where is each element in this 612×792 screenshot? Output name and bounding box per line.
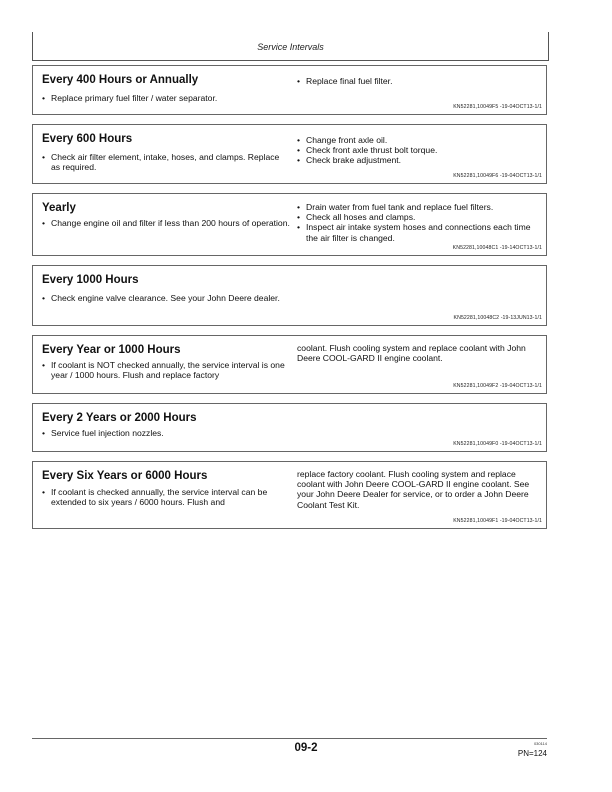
service-section (32, 124, 547, 184)
service-section (32, 193, 547, 256)
bullet-item: • If coolant is NOT checked annually, the service interval is one year / 1000 hours. Flush and replace factory (42, 360, 290, 380)
bullet-item: • If coolant is checked annually, the service interval can be extended to six years / 6000 hours. Flush and (42, 487, 290, 507)
section-right-column (297, 76, 543, 86)
continued-paragraph: replace factory coolant. Flush cooling system and replace coolant with John Deere COOL-GARD II engine coolant. See your John Deere Dealer for service, or to order a John Deere Coolant Test Kit. (297, 469, 530, 510)
service-section (32, 65, 547, 115)
bullet-item: • Check engine valve clearance. See your John Deere dealer. (42, 293, 290, 303)
bullet-item: • Check all hoses and clamps. (297, 212, 543, 222)
section-title: Every 1000 Hours (42, 274, 139, 286)
bullet-item: • Replace final fuel filter. (297, 76, 543, 86)
section-left-column (42, 93, 290, 103)
bullet-item: • Change front axle oil. (297, 135, 543, 145)
section-right-column (297, 202, 543, 243)
section-right-column (297, 469, 543, 510)
section-title: Every 2 Years or 2000 Hours (42, 412, 197, 424)
section-title: Every 600 Hours (42, 133, 133, 145)
service-section (32, 335, 547, 394)
section-right-column (297, 135, 543, 166)
service-section (32, 403, 547, 452)
bullet-item: • Check air filter element, intake, hoses, and clamps. Replace as required. (42, 152, 290, 172)
section-left-column (42, 487, 290, 507)
bullet-item: • Replace primary fuel filter / water separator. (42, 93, 290, 103)
bullet-item: • Check brake adjustment. (297, 155, 543, 165)
service-section (32, 265, 547, 326)
bullet-item: • Check front axle thrust bolt torque. (297, 145, 543, 155)
footer-pn: PN=124 (517, 749, 547, 758)
section-title: Every Year or 1000 Hours (42, 344, 181, 356)
bullet-item: • Inspect air intake system hoses and connections each time the air filter is changed. (297, 222, 543, 242)
reference-code: KN52281,10049F1 -19-04OCT13-1/1 (453, 518, 542, 524)
service-section (32, 461, 547, 529)
header-title: Service Intervals (257, 42, 324, 52)
bullet-item: • Service fuel injection nozzles. (42, 428, 290, 438)
reference-code: KN52281,10048C1 -19-14OCT13-1/1 (452, 245, 542, 251)
section-title: Every Six Years or 6000 Hours (42, 470, 208, 482)
footer-rule (32, 738, 547, 739)
reference-code: KN52281,10049F6 -19-04OCT13-1/1 (453, 173, 542, 179)
section-left-column (42, 360, 290, 380)
bullet-item: • Drain water from fuel tank and replace fuel filters. (297, 202, 543, 212)
section-left-column (42, 218, 290, 228)
bullet-item: • Change engine oil and filter if less than 200 hours of operation. (42, 218, 290, 228)
page-number: 09-2 (294, 742, 318, 754)
reference-code: KN52281,10049F0 -19-04OCT13-1/1 (453, 441, 542, 447)
section-left-column (42, 152, 290, 172)
section-left-column (42, 293, 290, 303)
section-left-column (42, 428, 290, 438)
reference-code: KN52281,10048C2 -19-13JUN13-1/1 (453, 315, 542, 321)
section-title: Every 400 Hours or Annually (42, 74, 199, 86)
reference-code: KN52281,10049F5 -19-04OCT13-1/1 (453, 104, 542, 110)
header-frame (32, 32, 549, 61)
footer-small-code: 030114 (533, 741, 547, 746)
section-title: Yearly (42, 202, 76, 214)
section-right-column (297, 343, 543, 363)
continued-paragraph: coolant. Flush cooling system and replace coolant with John Deere COOL-GARD II engine coolant. (297, 343, 526, 364)
reference-code: KN52281,10049F2 -19-04OCT13-1/1 (453, 383, 542, 389)
